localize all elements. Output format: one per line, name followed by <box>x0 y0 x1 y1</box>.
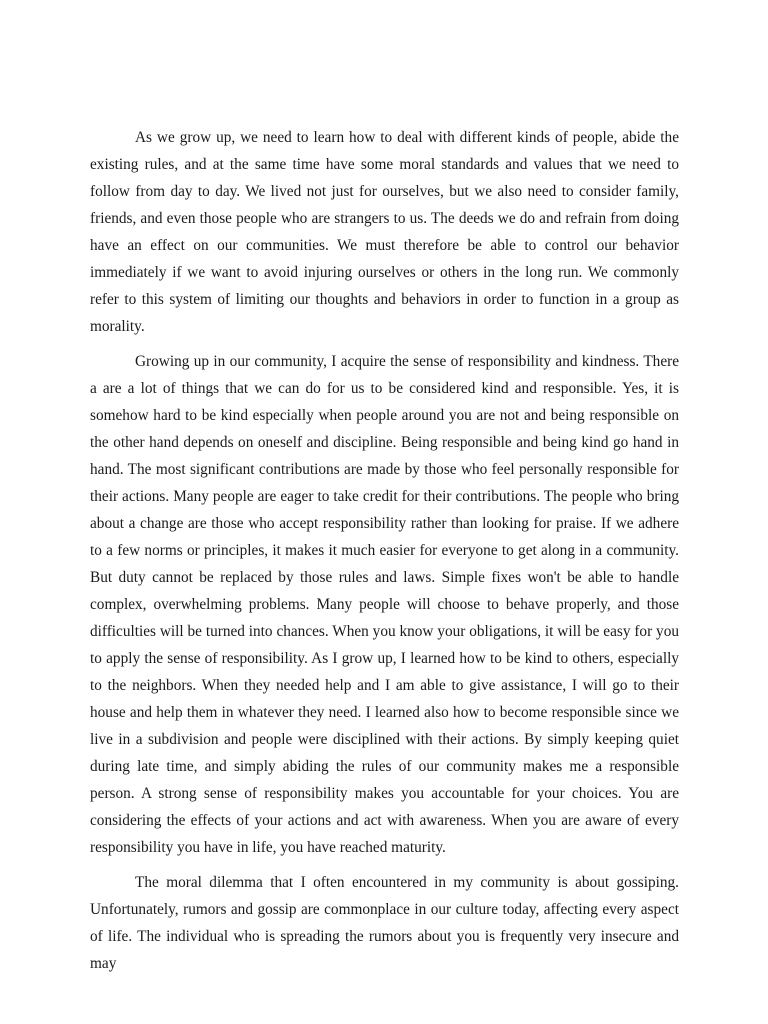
essay-body <box>90 124 679 985</box>
paragraph-3: The moral dilemma that I often encountered in my community is about gossiping. Unfortunately, rumors and gossip are commonplace in our culture today, affecting every aspect of life. The individual who is spreading the rumors about you is frequently very insecure and may <box>90 874 679 972</box>
paragraph-1: As we grow up, we need to learn how to deal with different kinds of people, abide the existing rules, and at the same time have some moral standards and values that we need to follow from day to day. We lived not just for ourselves, but we also need to consider family, friends, and even those people who are strangers to us. The deeds we do and refrain from doing have an effect on our communities. We must therefore be able to control our behavior immediately if we want to avoid injuring ourselves or others in the long run. We commonly refer to this system of limiting our thoughts and behaviors in order to function in a group as morality. <box>90 129 679 335</box>
paragraph-2: Growing up in our community, I acquire the sense of responsibility and kindness. There a are a lot of things that we can do for us to be considered kind and responsible. Yes, it is somehow hard to be kind especially when people around you are not and being responsible on the other hand depends on oneself and discipline. Being responsible and being kind go hand in hand. The most significant contributions are made by those who feel personally responsible for their actions. Many people are eager to take credit for their contributions. The people who bring about a change are those who accept responsibility rather than looking for praise. If we adhere to a few norms or principles, it makes it much easier for everyone to get along in a community. But duty cannot be replaced by those rules and laws. Simple fixes won't be able to handle complex, overwhelming problems. Many people will choose to behave properly, and those difficulties will be turned into chances. When you know your obligations, it will be easy for you to apply the sense of responsibility. As I grow up, I learned how to be kind to others, especially to the neighbors. When they needed help and I am able to give assistance, I will go to their house and help them in whatever they need. I learned also how to become responsible since we live in a subdivision and people were disciplined with their actions. By simply keeping quiet during late time, and simply abiding the rules of our community makes me a responsible person. A strong sense of responsibility makes you accountable for your choices. You are considering the effects of your actions and act with awareness. When you are aware of every responsibility you have in life, you have reached maturity. <box>90 353 679 856</box>
